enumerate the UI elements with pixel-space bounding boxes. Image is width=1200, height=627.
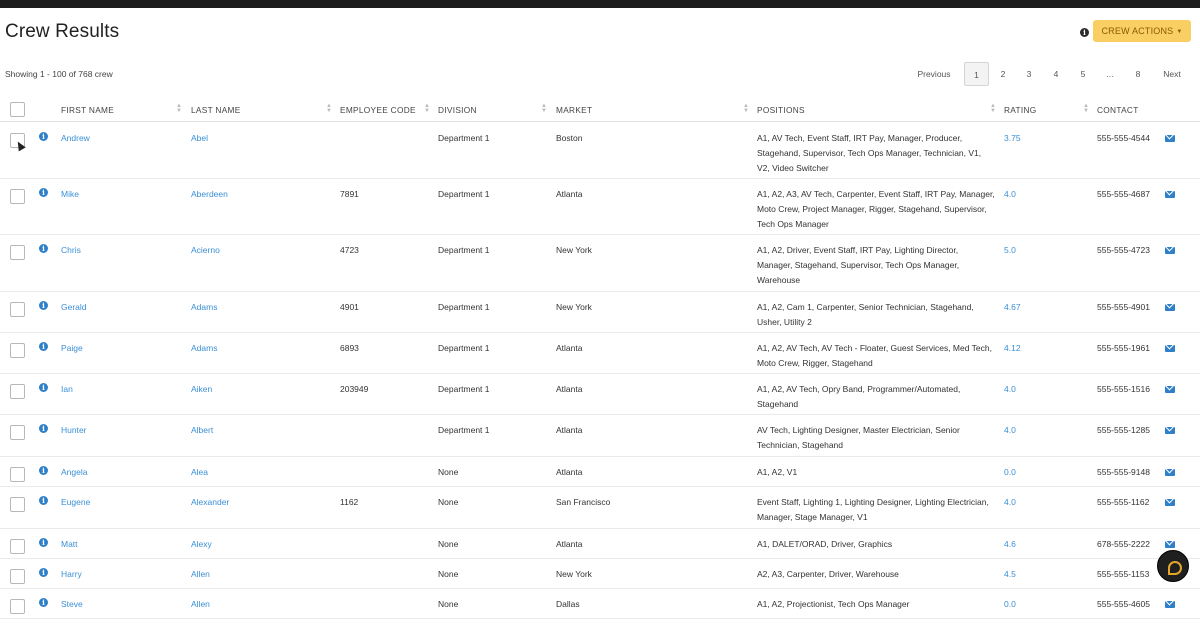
pagination-ellipsis: … [1105, 69, 1115, 79]
row-checkbox[interactable] [10, 599, 25, 614]
contact-phone: 555-555-9148 [1097, 467, 1150, 477]
sort-icon[interactable]: ▲ ▼ [990, 103, 996, 114]
table-row [0, 559, 1200, 589]
last-name-link[interactable]: Adams [191, 343, 218, 353]
row-checkbox[interactable] [10, 467, 25, 482]
contact-phone: 555-555-1285 [1097, 425, 1150, 435]
market: Atlanta [556, 189, 583, 199]
table-row [0, 457, 1200, 487]
positions: A1, A2, V1 [757, 467, 798, 477]
market: New York [556, 302, 592, 312]
info-icon[interactable]: i [39, 424, 48, 433]
market: Atlanta [556, 467, 583, 477]
column-division[interactable]: DIVISION [438, 105, 477, 115]
employee-code: 203949 [340, 384, 369, 394]
first-name-link[interactable]: Paige [61, 343, 83, 353]
caret-down-icon: ▼ [1176, 29, 1183, 35]
column-first-name[interactable]: FIRST NAME [61, 105, 115, 115]
last-name-link[interactable]: Aiken [191, 384, 213, 394]
row-checkbox[interactable] [10, 384, 25, 399]
positions: AV Tech, Lighting Designer, Master Electrician, Senior Technician, Stagehand [757, 425, 960, 450]
column-market[interactable]: MARKET [556, 105, 593, 115]
info-icon[interactable]: i [39, 342, 48, 351]
last-name-link[interactable]: Acierno [191, 245, 220, 255]
contact-phone: 555-555-1516 [1097, 384, 1150, 394]
mail-icon[interactable] [1165, 499, 1175, 506]
rating-link[interactable]: 4.0 [1004, 497, 1016, 507]
rating-link[interactable]: 0.0 [1004, 467, 1016, 477]
positions: A1, A2, A3, AV Tech, Carpenter, Event Staff, IRT Pay, Manager, Moto Crew, Project Manager, Rigger, Stagehand, Supervisor, Tech Ops Manager [757, 189, 995, 229]
first-name-link[interactable]: Harry [61, 569, 82, 579]
contact-phone: 555-555-4901 [1097, 302, 1150, 312]
division: Department 1 [438, 343, 490, 353]
mail-icon[interactable] [1165, 345, 1175, 352]
mail-icon[interactable] [1165, 191, 1175, 198]
info-icon[interactable]: i [39, 301, 48, 310]
table-row [0, 487, 1200, 529]
last-name-link[interactable]: Alea [191, 467, 209, 477]
last-name-link[interactable]: Allen [191, 599, 210, 609]
rating-link[interactable]: 4.12 [1004, 343, 1021, 353]
sort-icon[interactable]: ▲ ▼ [743, 103, 749, 114]
market: New York [556, 245, 592, 255]
rating-link[interactable]: 4.0 [1004, 189, 1016, 199]
contact-phone: 555-555-4544 [1097, 133, 1150, 143]
pagination [0, 62, 1200, 86]
column-positions[interactable]: POSITIONS [757, 105, 805, 115]
last-name-link[interactable]: Abel [191, 133, 209, 143]
market: Atlanta [556, 384, 583, 394]
contact-phone: 555-555-4723 [1097, 245, 1150, 255]
market: Atlanta [556, 539, 583, 549]
results-count: Showing 1 - 100 of 768 crew [5, 69, 113, 79]
row-checkbox[interactable] [10, 425, 25, 440]
column-contact[interactable]: CONTACT [1097, 105, 1139, 115]
last-name-link[interactable]: Albert [191, 425, 214, 435]
rating-link[interactable]: 5.0 [1004, 245, 1016, 255]
mail-icon[interactable] [1165, 304, 1175, 311]
mail-icon[interactable] [1165, 469, 1175, 476]
contact-phone: 555-555-1961 [1097, 343, 1150, 353]
row-checkbox[interactable] [10, 569, 25, 584]
pagination-previous[interactable]: Previous [917, 69, 951, 79]
rating-link[interactable]: 4.0 [1004, 425, 1016, 435]
chat-support-button[interactable] [1157, 550, 1189, 582]
market: Boston [556, 133, 583, 143]
division: None [438, 599, 459, 609]
table-row [0, 123, 1200, 179]
info-icon[interactable]: i [39, 538, 48, 547]
row-checkbox[interactable] [10, 189, 25, 204]
first-name-link[interactable]: Steve [61, 599, 83, 609]
page-title: Crew Results [5, 21, 120, 42]
table-row [0, 529, 1200, 559]
first-name-link[interactable]: Andrew [61, 133, 90, 143]
column-rating[interactable]: RATING [1004, 105, 1037, 115]
mail-icon[interactable] [1165, 386, 1175, 393]
mail-icon[interactable] [1165, 427, 1175, 434]
sort-icon[interactable]: ▲ ▼ [1083, 103, 1089, 114]
positions: A2, A3, Carpenter, Driver, Warehouse [757, 569, 899, 579]
positions: A1, A2, Driver, Event Staff, IRT Pay, Lighting Director, Manager, Stagehand, Supervisor, Tech Ops Manager, Warehouse [757, 245, 960, 285]
positions: A1, DALET/ORAD, Driver, Graphics [757, 539, 893, 549]
info-icon[interactable]: i [39, 244, 48, 253]
contact-phone: 678-555-2222 [1097, 539, 1150, 549]
first-name-link[interactable]: Ian [61, 384, 73, 394]
column-last-name[interactable]: LAST NAME [191, 105, 241, 115]
pagination-next[interactable]: Next [1163, 69, 1181, 79]
crew-actions-label: CREW ACTIONS [1101, 26, 1174, 36]
division: Department 1 [438, 302, 490, 312]
positions: A1, A2, AV Tech, AV Tech - Floater, Guest Services, Med Tech, Moto Crew, Rigger, Stagehand [757, 343, 992, 368]
market: Atlanta [556, 343, 583, 353]
rating-link[interactable]: 4.6 [1004, 539, 1016, 549]
sort-icon[interactable]: ▲ ▼ [176, 103, 182, 114]
division: Department 1 [438, 425, 490, 435]
rating-link[interactable]: 4.5 [1004, 569, 1016, 579]
info-icon[interactable]: i [39, 466, 48, 475]
rating-link[interactable]: 4.67 [1004, 302, 1021, 312]
table-row [0, 292, 1200, 333]
market: Atlanta [556, 425, 583, 435]
rating-link[interactable]: 4.0 [1004, 384, 1016, 394]
last-name-link[interactable]: Aberdeen [191, 189, 228, 199]
positions: A1, AV Tech, Event Staff, IRT Pay, Manager, Producer, Stagehand, Supervisor, Tech Ops Manager, Technician, V1, V2, Video Switcher [757, 133, 982, 173]
first-name-link[interactable]: Hunter [61, 425, 87, 435]
row-checkbox[interactable] [10, 539, 25, 554]
info-icon[interactable]: i [39, 383, 48, 392]
first-name-link[interactable]: Matt [61, 539, 78, 549]
employee-code: 7891 [340, 189, 359, 199]
positions: A1, A2, AV Tech, Opry Band, Programmer/Automated, Stagehand [757, 384, 961, 409]
market: San Francisco [556, 497, 611, 507]
market: Dallas [556, 599, 580, 609]
division: None [438, 539, 459, 549]
rating-link[interactable]: 0.0 [1004, 599, 1016, 609]
table-row [0, 235, 1200, 292]
division: None [438, 569, 459, 579]
table-header [0, 98, 1200, 122]
table-row [0, 333, 1200, 374]
division: None [438, 467, 459, 477]
sort-icon[interactable]: ▲ ▼ [326, 103, 332, 114]
division: Department 1 [438, 133, 490, 143]
division: Department 1 [438, 245, 490, 255]
pagination-page-1[interactable]: 1 [964, 62, 989, 86]
first-name-link[interactable]: Gerald [61, 302, 87, 312]
select-all-checkbox[interactable] [10, 102, 25, 117]
employee-code: 4901 [340, 302, 359, 312]
last-name-link[interactable]: Alexy [191, 539, 212, 549]
table-row [0, 374, 1200, 415]
info-icon[interactable]: i [1080, 28, 1089, 37]
pagination-page-2[interactable]: 2 [1000, 69, 1006, 79]
positions: Event Staff, Lighting 1, Lighting Designer, Lighting Electrician, Manager, Stage Manager, V1 [757, 497, 989, 522]
sort-icon[interactable]: ▲ ▼ [424, 103, 430, 114]
employee-code: 1162 [340, 497, 359, 507]
row-checkbox[interactable] [10, 245, 25, 260]
info-icon[interactable]: i [39, 598, 48, 607]
info-icon[interactable]: i [39, 188, 48, 197]
pagination-page-3[interactable]: 3 [1026, 69, 1032, 79]
division: Department 1 [438, 384, 490, 394]
pagination-page-4[interactable]: 4 [1053, 69, 1059, 79]
first-name-link[interactable]: Angela [61, 467, 88, 477]
last-name-link[interactable]: Allen [191, 569, 210, 579]
employee-code: 6893 [340, 343, 359, 353]
info-icon[interactable]: i [39, 496, 48, 505]
last-name-link[interactable]: Alexander [191, 497, 230, 507]
mail-icon[interactable] [1165, 541, 1175, 548]
top-nav-bar [0, 0, 1200, 8]
table-row [0, 415, 1200, 457]
first-name-link[interactable]: Mike [61, 189, 79, 199]
crew-actions-button[interactable] [1093, 20, 1191, 42]
table-row [0, 589, 1200, 619]
first-name-link[interactable]: Eugene [61, 497, 91, 507]
row-checkbox[interactable] [10, 343, 25, 358]
positions: A1, A2, Projectionist, Tech Ops Manager [757, 599, 910, 609]
division: None [438, 497, 459, 507]
column-employee-code[interactable]: EMPLOYEE CODE [340, 105, 416, 115]
mail-icon[interactable] [1165, 601, 1175, 608]
info-icon[interactable]: i [39, 568, 48, 577]
employee-code: 4723 [340, 245, 359, 255]
mail-icon[interactable] [1165, 247, 1175, 254]
sort-icon[interactable]: ▲ ▼ [541, 103, 547, 114]
first-name-link[interactable]: Chris [61, 245, 81, 255]
row-checkbox[interactable] [10, 497, 25, 512]
contact-phone: 555-555-1153 [1097, 569, 1150, 579]
info-icon[interactable]: i [39, 132, 48, 141]
contact-phone: 555-555-1162 [1097, 497, 1150, 507]
pagination-page-8[interactable]: 8 [1135, 69, 1141, 79]
table-row [0, 179, 1200, 235]
pagination-page-5[interactable]: 5 [1080, 69, 1086, 79]
contact-phone: 555-555-4605 [1097, 599, 1150, 609]
contact-phone: 555-555-4687 [1097, 189, 1150, 199]
division: Department 1 [438, 189, 490, 199]
mail-icon[interactable] [1165, 135, 1175, 142]
market: New York [556, 569, 592, 579]
row-checkbox[interactable] [10, 302, 25, 317]
rating-link[interactable]: 3.75 [1004, 133, 1021, 143]
positions: A1, A2, Cam 1, Carpenter, Senior Technician, Stagehand, Usher, Utility 2 [757, 302, 974, 327]
last-name-link[interactable]: Adams [191, 302, 218, 312]
